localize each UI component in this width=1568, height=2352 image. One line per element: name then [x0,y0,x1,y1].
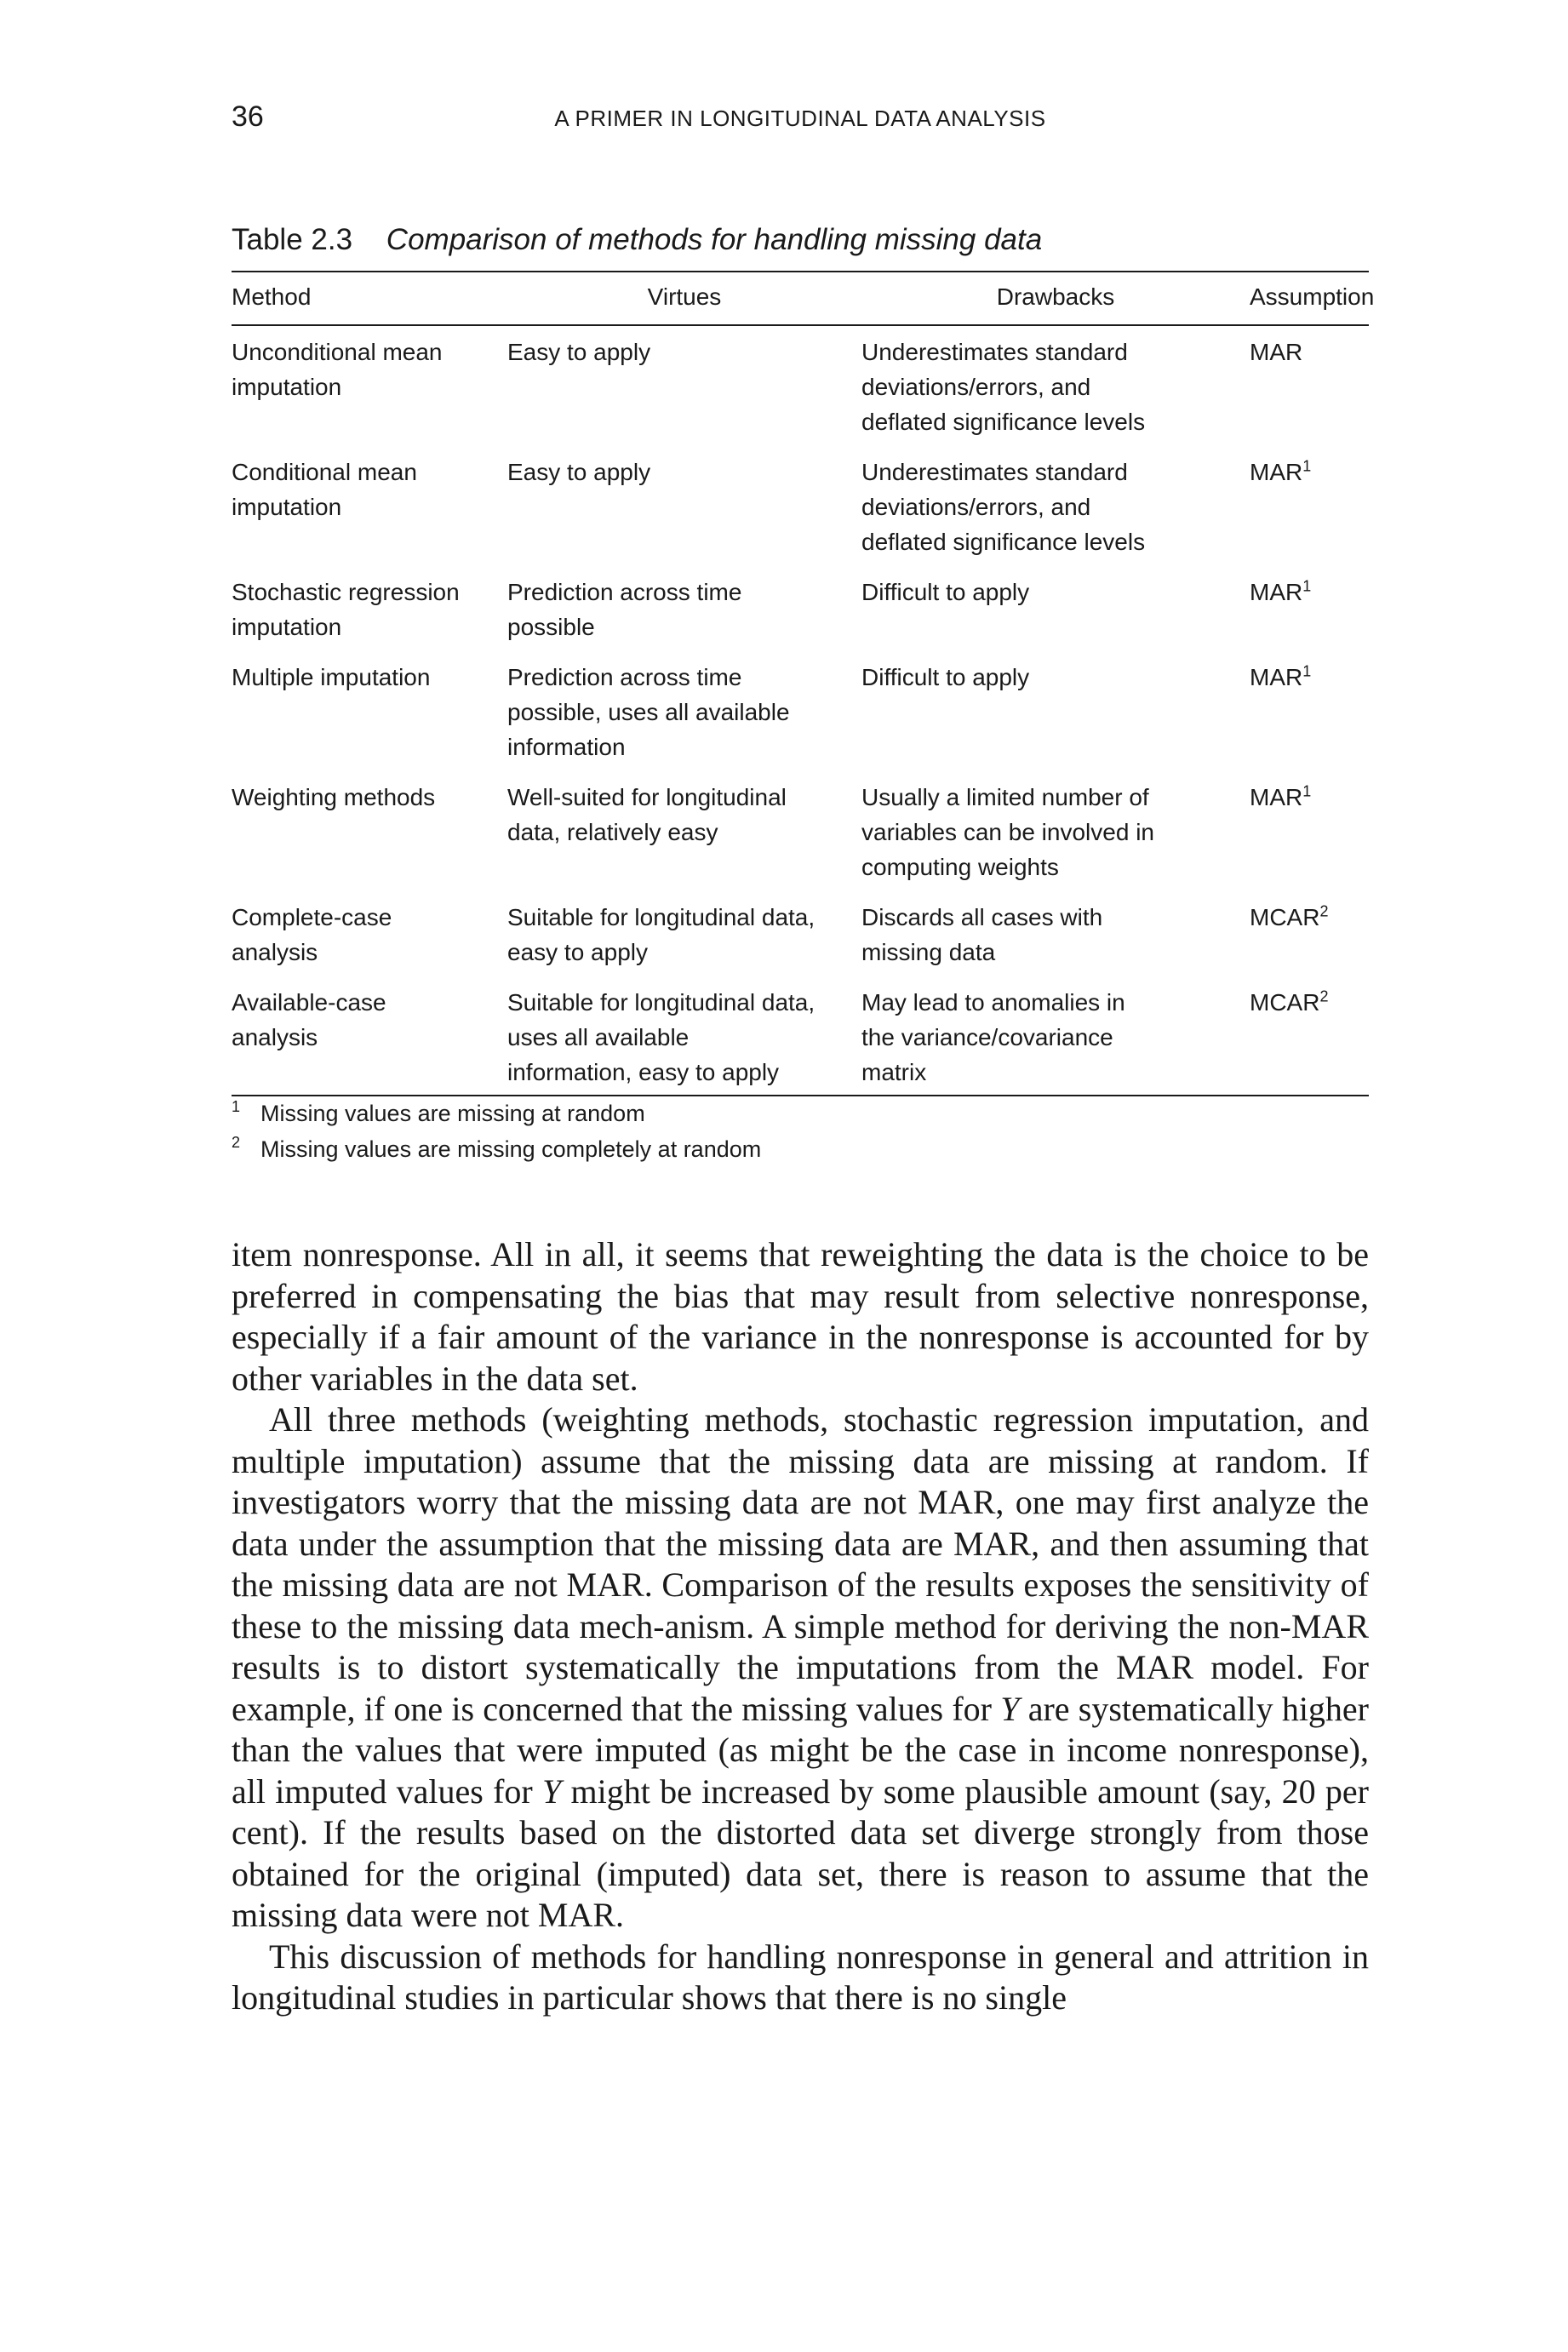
footnote-ref: 2 [1319,902,1329,920]
table-row [232,325,1369,455]
cell-method [232,660,507,780]
cell-line: Discards all cases with [861,904,1103,930]
assumption-value: MCAR [1250,989,1320,1016]
cell-assumption [1250,325,1369,455]
column-header-drawbacks: Drawbacks [996,283,1115,310]
cell-virtues [507,575,861,660]
cell-line: Prediction across time [507,579,742,605]
cell-line: Easy to apply [507,459,651,485]
table-caption [232,223,1369,257]
cell-method [232,900,507,985]
cell-virtues [507,455,861,575]
text-run: are systematically higher than the values that were imputed (as might be the case in income nonresponse), all imputed values for [232,1689,1370,1811]
cell-line: deflated significance levels [861,409,1146,435]
assumption-value: MAR [1250,339,1303,365]
cell-virtues [507,900,861,985]
cell-method [232,575,507,660]
cell-drawbacks [861,325,1250,455]
cell-line: Easy to apply [507,339,651,365]
cell-line: Available-case [232,989,386,1016]
footnote-ref: 1 [1302,577,1312,595]
footnote-ref: 1 [1302,457,1312,475]
assumption-value: MAR [1250,459,1303,485]
table-row [232,660,1369,780]
table-row [232,900,1369,985]
assumption-value: MAR [1250,579,1303,605]
cell-drawbacks [861,900,1250,985]
italic-variable: Y [1000,1689,1020,1728]
column-header-method: Method [232,283,312,310]
cell-line: missing data [861,939,996,965]
cell-line: Unconditional mean [232,339,443,365]
footnote-ref: 2 [1319,987,1329,1005]
cell-line: possible, uses all available [507,699,790,725]
table-row [232,780,1369,900]
cell-method [232,325,507,455]
footnote-mark: 2 [232,1134,241,1151]
cell-line: uses all available [507,1024,690,1050]
column-header-virtues: Virtues [647,283,722,310]
cell-method [232,780,507,900]
cell-line: variables can be involved in [861,819,1154,845]
cell-line: Well-suited for longitudinal [507,784,787,810]
cell-virtues [507,325,861,455]
cell-assumption [1250,660,1369,780]
footnote [232,1131,1369,1167]
cell-drawbacks [861,780,1250,900]
cell-line: computing weights [861,854,1059,880]
cell-line: easy to apply [507,939,648,965]
cell-line: Prediction across time [507,664,742,690]
cell-line: imputation [232,494,342,520]
cell-line: data, relatively easy [507,819,718,845]
page-number: 36 [232,100,264,133]
cell-method [232,985,507,1096]
cell-line: possible [507,614,595,640]
text-run: might be increased by some plausible amount (say, 20 per cent). If the results based on the distorted data set diverge strongly from those obtained for the original (imputed) data set, there is reason to assume that the missing data were not MAR. [232,1771,1369,1934]
footnote [232,1096,1369,1131]
assumption-value: MCAR [1250,904,1320,930]
footnote-ref: 1 [1302,782,1312,800]
body-paragraph [232,1234,1369,1399]
cell-line: Multiple imputation [232,664,431,690]
cell-line: deviations/errors, and [861,374,1091,400]
cell-line: analysis [232,939,318,965]
cell-line: Conditional mean [232,459,417,485]
cell-line: Usually a limited number of [861,784,1149,810]
table-row [232,575,1369,660]
cell-line: Stochastic regression [232,579,460,605]
table-header-row [232,272,1369,325]
cell-line: Suitable for longitudinal data, [507,989,815,1016]
cell-line: deflated significance levels [861,529,1146,555]
cell-line: the variance/covariance [861,1024,1113,1050]
text-run: All three methods (weighting methods, stochastic regression imputation, and multiple imputation) assume that the missing data are missing at random. If investigators worry that the missing data are not MAR, one may first analyze the data under the assumption that the missing data are MAR, and then assuming that the missing data are not MAR. Comparison of the results exposes the sensitivity of these to the missing data mech-anism. A simple method for deriving the non-MAR results is to distort systematically the imputations from the MAR model. For example, if one is concerned that the missing values for [232,1400,1369,1728]
footnote-text: Missing values are missing completely at random [260,1136,762,1162]
cell-line: imputation [232,374,342,400]
table-body [232,325,1369,1096]
cell-line: Difficult to apply [861,664,1030,690]
table-row [232,985,1369,1096]
cell-drawbacks [861,985,1250,1096]
column-header-assumption: Assumption [1250,283,1375,310]
footnote-mark: 1 [232,1098,241,1115]
cell-drawbacks [861,660,1250,780]
cell-line: analysis [232,1024,318,1050]
cell-line: imputation [232,614,342,640]
cell-virtues [507,660,861,780]
comparison-table [232,271,1375,1096]
cell-virtues [507,985,861,1096]
cell-line: Underestimates standard [861,339,1128,365]
cell-line: information, easy to apply [507,1059,780,1085]
body-text [232,1234,1369,2019]
text-run: This discussion of methods for handling nonresponse in general and attrition in longitudinal studies in particular shows that there is no single [232,1937,1369,2017]
running-head: A PRIMER IN LONGITUDINAL DATA ANALYSIS [554,106,1046,131]
footnote-ref: 1 [1302,662,1312,680]
cell-virtues [507,780,861,900]
body-paragraph [232,1399,1369,1937]
cell-line: information [507,734,626,760]
table-label: Table 2.3 [232,223,353,256]
cell-line: Weighting methods [232,784,436,810]
cell-line: Suitable for longitudinal data, [507,904,815,930]
cell-assumption [1250,900,1369,985]
cell-line: Underestimates standard [861,459,1128,485]
cell-method [232,455,507,575]
body-paragraph [232,1937,1369,2019]
text-run: item nonresponse. All in all, it seems that reweighting the data is the choice to be preferred in compensating the bias that may result from selective nonresponse, especially if a fair amount of the variance in the nonresponse is accounted for by other variables in the data set. [232,1235,1369,1398]
table-row [232,455,1369,575]
table-footnotes [232,1096,1369,1167]
cell-assumption [1250,575,1369,660]
footnote-text: Missing values are missing at random [260,1101,645,1126]
cell-line: deviations/errors, and [861,494,1091,520]
cell-assumption [1250,985,1369,1096]
cell-line: Complete-case [232,904,392,930]
cell-line: May lead to anomalies in [861,989,1125,1016]
cell-assumption [1250,780,1369,900]
table-title: Comparison of methods for handling missing data [386,223,1043,256]
cell-drawbacks [861,575,1250,660]
cell-drawbacks [861,455,1250,575]
cell-line: matrix [861,1059,927,1085]
italic-variable: Y [541,1771,562,1811]
assumption-value: MAR [1250,664,1303,690]
assumption-value: MAR [1250,784,1303,810]
cell-assumption [1250,455,1369,575]
page-header [232,100,1369,143]
cell-line: Difficult to apply [861,579,1030,605]
